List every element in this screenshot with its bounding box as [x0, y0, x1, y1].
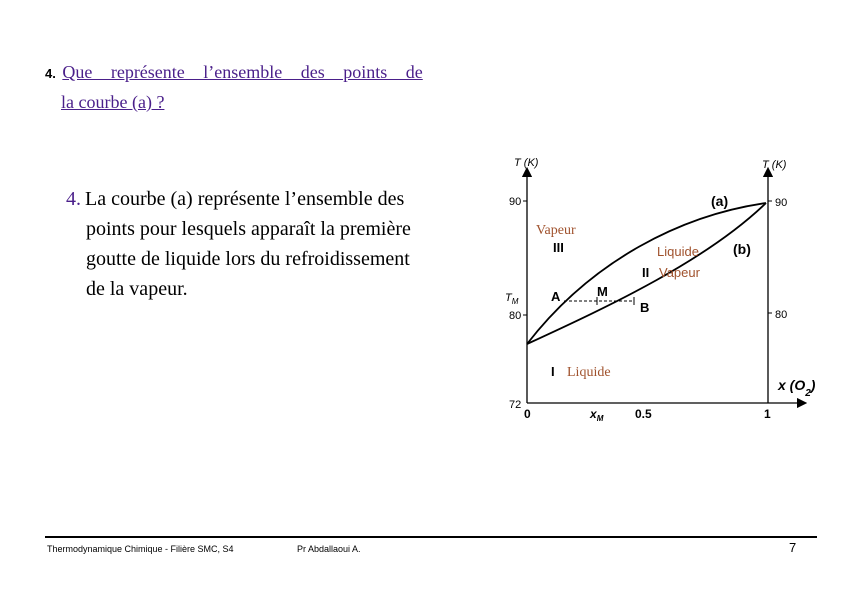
left-tick-label-72: 72	[509, 399, 522, 411]
x-axis-label: x $(O_2)$	[778, 377, 816, 399]
xm-label: $x_M$	[590, 407, 604, 423]
question-line-1: Que représente l’ensemble des points de	[62, 62, 423, 82]
footer-divider	[45, 536, 817, 538]
answer-number: 4.	[66, 188, 81, 210]
left-axis-label: T (K)	[514, 157, 539, 169]
answer	[66, 184, 486, 304]
x-tick-label-1: 1	[764, 407, 771, 421]
region-liquide-label: Liquide	[567, 365, 611, 380]
footer-author: Pr Abdallaoui A.	[297, 544, 361, 554]
question-line-2: la courbe (a) ?	[61, 92, 165, 112]
tm-label: $T_M$	[505, 292, 519, 306]
x-tick-label-0.5: 0.5	[635, 407, 652, 421]
region-liquide-vapeur-label-1: Liquide	[657, 244, 699, 259]
point-b-label: B	[640, 300, 650, 315]
region-liquide-vapeur-label-2: Vapeur	[659, 265, 700, 280]
region-vapeur-label: Vapeur	[536, 223, 576, 238]
answer-line-2: points pour lesquels apparaît la première	[86, 218, 411, 240]
curve-a-label: (a)	[711, 193, 729, 209]
x-tick-label-0: 0	[524, 407, 531, 421]
right-axis-label: T (K)	[762, 159, 787, 171]
point-m-label: M	[597, 284, 608, 299]
region-I-label: I	[551, 364, 555, 379]
answer-line-3: goutte de liquide lors du refroidissement	[86, 248, 410, 270]
question-number: 4.	[45, 66, 56, 81]
point-a-label: A	[551, 289, 561, 304]
question	[45, 58, 485, 116]
page-number: 7	[789, 540, 797, 555]
right-tick-label-90: 90	[775, 197, 788, 209]
region-II-label: II	[642, 265, 650, 280]
answer-line-1: La courbe (a) représente l’ensemble des	[85, 188, 405, 210]
region-III-label: III	[553, 240, 564, 255]
left-tick-label-80: 80	[509, 310, 522, 322]
right-tick-label-80: 80	[775, 309, 788, 321]
answer-line-4: de la vapeur.	[86, 278, 188, 300]
left-tick-label-90: 90	[509, 196, 522, 208]
phase-diagram	[492, 150, 832, 430]
footer-course-title: Thermodynamique Chimique - Filière SMC, S4	[47, 544, 234, 554]
curve-b-label: (b)	[733, 241, 751, 257]
